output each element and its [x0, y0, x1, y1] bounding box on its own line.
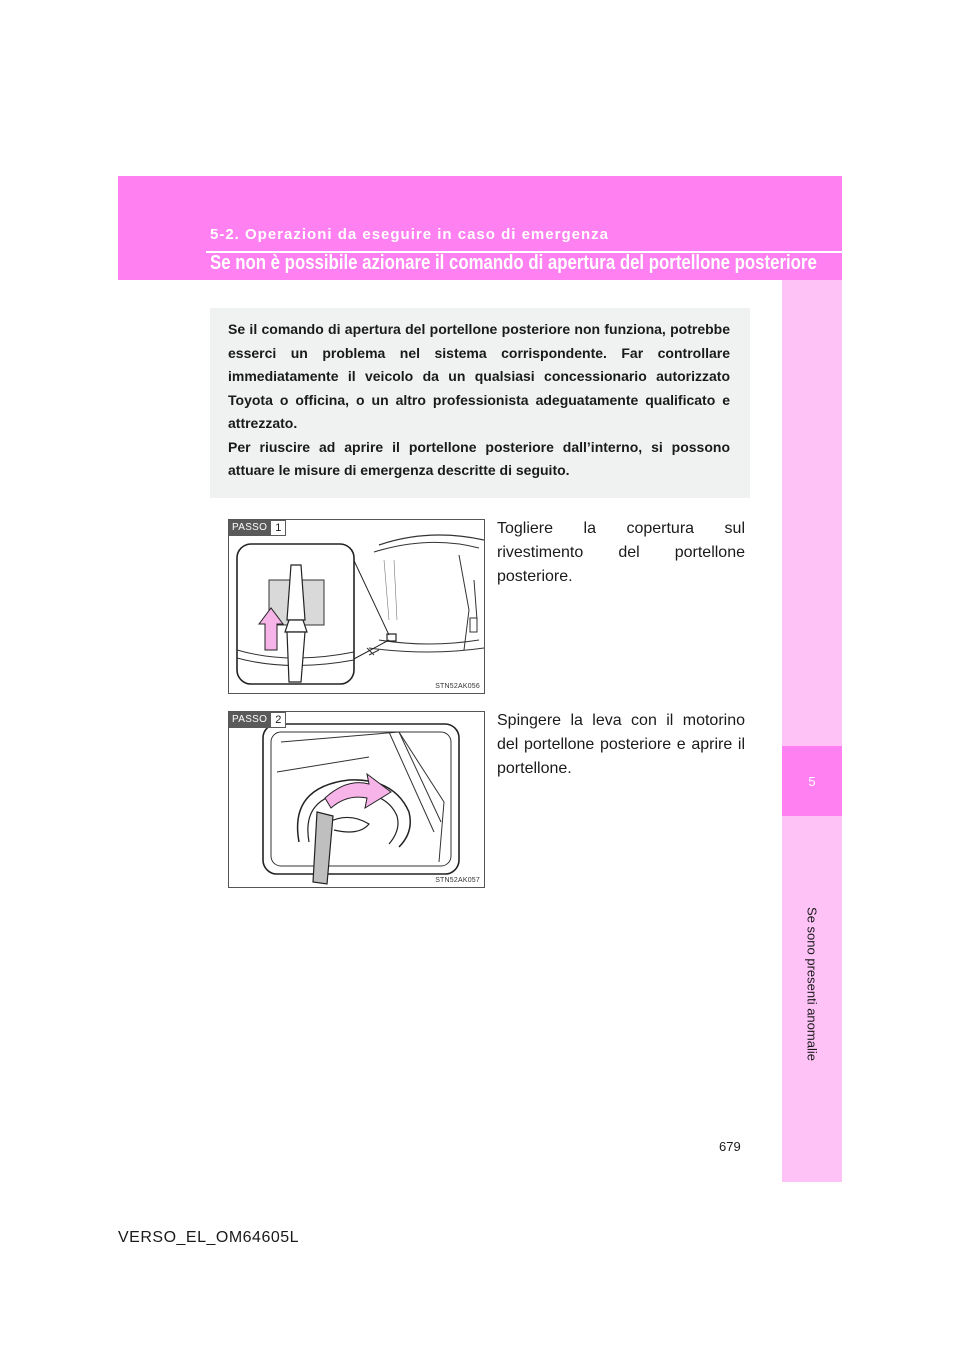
- page-number: 679: [719, 1139, 741, 1154]
- tailgate-cover-illustration: [229, 520, 484, 693]
- chapter-number: 5: [808, 773, 816, 789]
- step-1-image-code: STN52AK056: [435, 683, 480, 690]
- manual-code: VERSO_EL_OM64605L: [118, 1229, 300, 1246]
- intro-paragraph-1: Se il comando di apertura del portellone posteriore non funziona, potrebbe esserci un problema nel sistema corrispondente. Far controllare immediatamente il veicolo da un qualsiasi concessionario autorizzato Toyota o officina, o un altro professionista adeguatamente qualificato e attrezzato.: [228, 321, 730, 431]
- step-1-badge: [229, 520, 286, 536]
- step-2-text: Spingere la leva con il motorino del portellone posteriore e aprire il portellone.: [497, 712, 745, 777]
- chapter-title: Se sono presenti anomalie: [804, 907, 820, 1061]
- intro-paragraph-2: Per riuscire ad aprire il portellone posteriore dall’interno, si possono attuare le misure di emergenza descritte di seguito.: [228, 438, 730, 478]
- step-2-illustration: [228, 711, 485, 888]
- step-2-image-code: STN52AK057: [435, 877, 480, 884]
- step-1-badge-word: PASSO: [229, 520, 270, 536]
- step-1-illustration: [228, 519, 485, 694]
- step-1-text: Togliere la copertura sul rivestimento del portellone posteriore.: [497, 520, 745, 585]
- intro-text: [228, 318, 730, 483]
- section-label: 5-2. Operazioni da eseguire in caso di emergenza: [210, 226, 609, 243]
- chapter-number-tab[interactable]: [782, 746, 842, 816]
- intro-box: [210, 308, 750, 498]
- tailgate-lever-illustration: [229, 712, 484, 887]
- step-2-badge-number: 2: [270, 712, 286, 728]
- step-2-badge-word: PASSO: [229, 712, 270, 728]
- step-2-badge: [229, 712, 286, 728]
- page-title: Se non è possibile azionare il comando di apertura del portellone posteriore: [210, 252, 817, 274]
- step-1-badge-number: 1: [270, 520, 286, 536]
